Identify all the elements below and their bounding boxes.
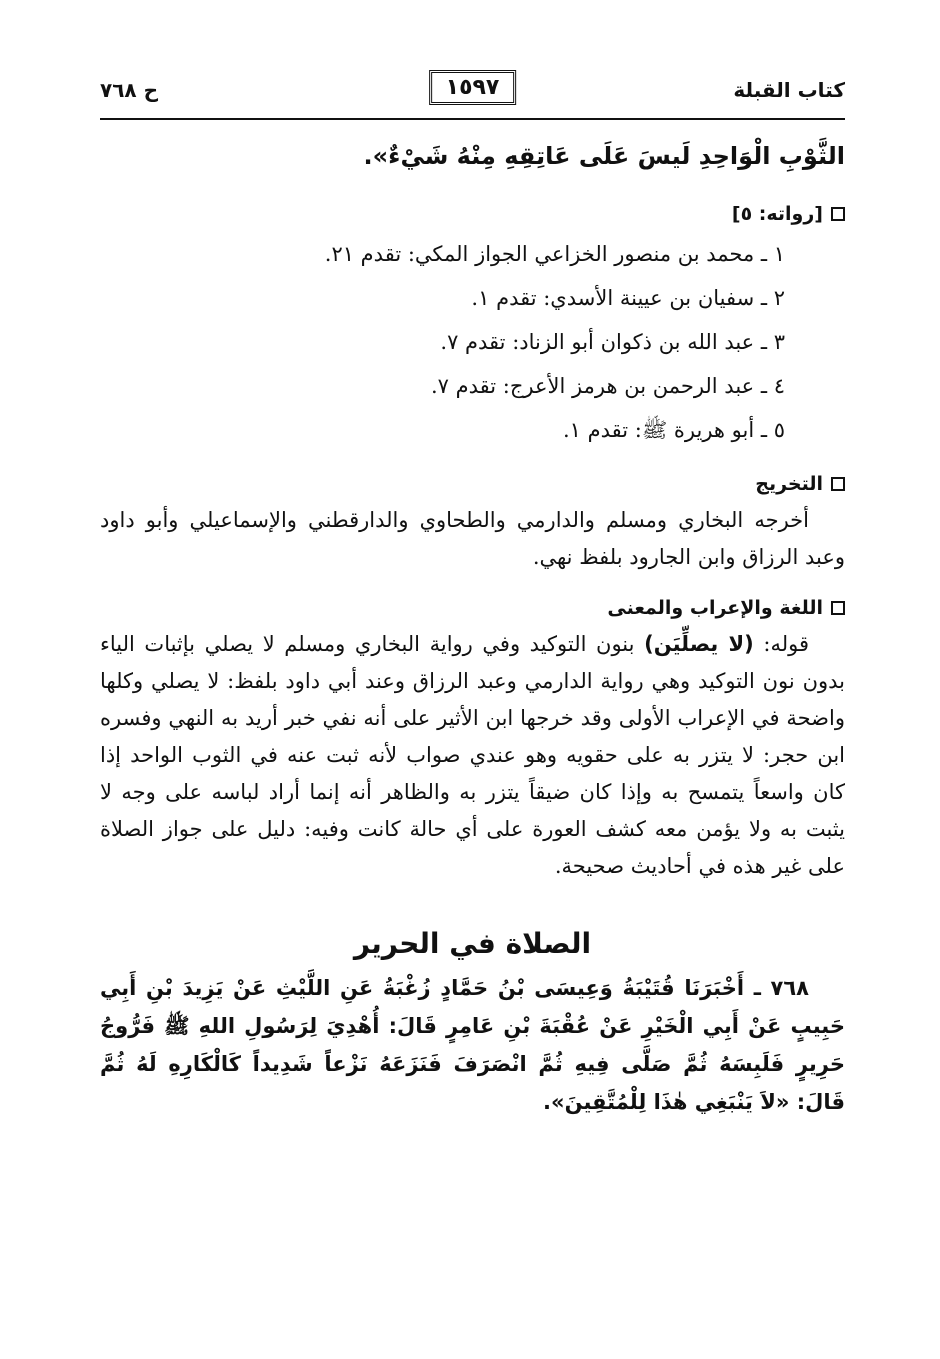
page-number: ١٥٩٧ bbox=[429, 70, 517, 105]
hadith-continuation: الثَّوْبِ الْوَاحِدِ لَيسَ عَلَى عَاتِقِهِ مِنْهُ شَيْءٌ». bbox=[363, 142, 845, 170]
hadith-768 bbox=[100, 969, 845, 1121]
list-item: ٤ ـ عبد الرحمن بن هرمز الأعرج: تقدم ٧. bbox=[430, 374, 785, 398]
language-text: بنون التوكيد وفي رواية البخاري ومسلم لا يصلي بإثبات الياء بدون نون التوكيد وهي رواية الدارمي وعبد الرزاق وعند أبي داود بلفظ: لا يصلي وكلها واضحة في الإعراب الأولى وقد خرجها ابن الأثير على أنه نفي خبر أريد به النهي وفسره ابن حجر: لا يتزر به على حقويه وهو عندي صواب لأنه ثبت عنه في الثوب الواحد إذا كان واسعاً يتمسح به وإذا كان ضيقاً يتزر به والظاهر أنه إنما أراد لباسه على وجه لا يثبت به ولا يؤمن معه كشف العورة على أي حالة كانت وفيه: دليل على جواز الصلاة على غير هذه في أحاديث صحيحة. bbox=[100, 632, 845, 878]
page-body bbox=[100, 130, 845, 1121]
list-item: ٥ ـ أبو هريرة ﷺ: تقدم ١. bbox=[562, 418, 785, 442]
narrators-title: [رواته: ٥] bbox=[731, 203, 823, 225]
language-section bbox=[100, 590, 845, 885]
header-rule bbox=[100, 118, 845, 120]
book-title: كتاب القبلة bbox=[733, 78, 845, 102]
chapter-title: الصلاة في الحرير bbox=[353, 927, 592, 960]
quoted-phrase: (لا يصلِّيَن) bbox=[644, 632, 754, 656]
language-title: اللغة والإعراب والمعنى bbox=[607, 597, 823, 619]
checkbox-square-icon bbox=[831, 477, 845, 491]
takhrij-title: التخريج bbox=[755, 473, 823, 495]
checkbox-square-icon bbox=[831, 601, 845, 615]
hadith-text: ٧٦٨ ـ أَخْبَرَنَا قُتَيْبَةُ وَعِيسَى بْنُ حَمَّادٍ زُغْبَةُ عَنِ اللَّيْثِ عَنْ يَزِيدَ بْنِ أَبِي حَبِيبٍ عَنْ أَبِي الْخَيْرِ عَنْ عُقْبَةَ بْنِ عَامِرٍ قَالَ: أُهْدِيَ لِرَسُولِ اللهِ ﷺ فَرُّوجُ حَرِيرٍ فَلَبِسَهُ ثُمَّ صَلَّى فِيهِ ثُمَّ انْصَرَفَ فَنَزَعَهُ نَزْعاً شَدِيداً كَالْكَارِهِ لَهُ ثُمَّ قَالَ: «لاَ يَنْبَغِي هٰذَا لِلْمُتَّقِينَ». bbox=[100, 976, 845, 1114]
checkbox-square-icon bbox=[831, 207, 845, 221]
narrators-section bbox=[100, 196, 845, 452]
language-lead: قوله: bbox=[763, 632, 809, 656]
takhrij-section bbox=[100, 466, 845, 576]
list-item: ٢ ـ سفيان بن عيينة الأسدي: تقدم ١. bbox=[471, 286, 785, 310]
takhrij-text: أخرجه البخاري ومسلم والدارمي والطحاوي والدارقطني والإسماعيلي وأبو داود وعبد الرزاق وابن الجارود بلفظ نهي. bbox=[100, 508, 845, 569]
page-header bbox=[100, 70, 845, 114]
hadith-reference: ح ٧٦٨ bbox=[100, 78, 159, 102]
narrators-list bbox=[100, 232, 845, 452]
list-item: ٣ ـ عبد الله بن ذكوان أبو الزناد: تقدم ٧. bbox=[440, 330, 785, 354]
list-item: ١ ـ محمد بن منصور الخزاعي الجواز المكي: تقدم ٢١. bbox=[324, 242, 785, 266]
